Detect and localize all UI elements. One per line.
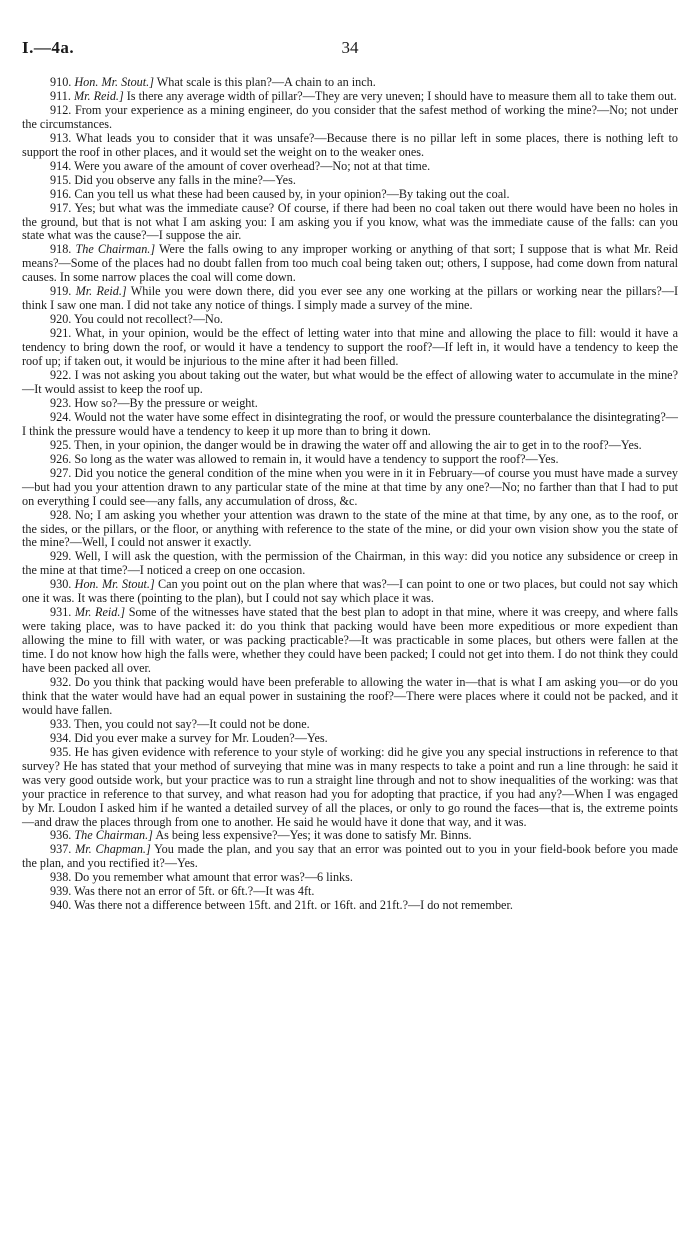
- testimony-paragraph: [22, 676, 678, 718]
- question-number: 917.: [50, 200, 72, 215]
- testimony-paragraph: [22, 202, 678, 244]
- question-number: 926.: [50, 451, 72, 466]
- question-number: 923.: [50, 395, 72, 410]
- testimony-paragraph: [22, 104, 678, 132]
- testimony-paragraph: [22, 885, 678, 899]
- question-number: 933.: [50, 716, 72, 731]
- testimony-text: Do you think that packing would have been preferable to allowing the water in—that is what I am asking you—or do you think that the water would have had an equal power in sustaining the roof?—There were places where it could not be packed, and it would have fallen.: [22, 674, 678, 717]
- question-number: 931.: [50, 605, 72, 620]
- testimony-text: He has given evidence with reference to your style of working: did he give you any special instructions in reference to that survey? He has stated that your method of surveying that mine was in many respects to take a point and run a line through: he said it was very good outside work, but your practice was to run a straight line through and not to show inequalities of the working: was that your practice in reference to that survey, and what reason had you for adopting that practice, if you had any?—When I was engaged by Mr. Loudon I asked him if he wanted a detailed survey of all the places, or only to go round the faces—that is, the extreme points—and draw the places through from one to another. He said he would have it done that way, and it was.: [22, 744, 678, 829]
- page-number: 34: [341, 38, 359, 57]
- question-number: 916.: [50, 186, 72, 201]
- question-number: 938.: [50, 870, 72, 885]
- testimony-paragraph: [22, 313, 678, 327]
- testimony-paragraph: [22, 578, 678, 606]
- question-number: 922.: [50, 368, 72, 383]
- testimony-paragraph: [22, 397, 678, 411]
- question-number: 910.: [50, 75, 72, 89]
- testimony-text: Did you ever make a survey for Mr. Louden?—Yes.: [74, 730, 328, 745]
- testimony-text: While you were down there, did you ever see any one working at the pillars or working near the pillars?—I think I saw one man. I did not take any notice of things. I simply made a survey of the mine.: [22, 284, 679, 313]
- question-number: 927.: [50, 465, 72, 480]
- testimony-paragraph: [22, 369, 678, 397]
- testimony-text: Some of the witnesses have stated that the best plan to adopt in that mine, where it was creepy, and where falls were taking place, was to have packed it: do you think that packing would have been more expeditious or more expedient than allowing the mine to fill with water, or was packing practicable?—It was practicable in some places, but others were fallen at the time. I do not know how high the falls were, whether they could have been packed; I could not get into them. I do not think they could have been packed all over.: [22, 605, 679, 676]
- testimony-text: You made the plan, and you say that an error was pointed out to you in your field-book before you made the plan, and you rectified it?—Yes.: [22, 842, 679, 871]
- question-number: 915.: [50, 172, 72, 187]
- testimony-paragraph: [22, 132, 678, 160]
- question-number: 934.: [50, 730, 72, 745]
- testimony-text: Do you remember what amount that error was?—6 links.: [74, 870, 353, 885]
- question-number: 928.: [50, 507, 72, 522]
- question-number: 932.: [50, 674, 72, 689]
- testimony-paragraph: [22, 718, 678, 732]
- question-number: 911.: [50, 88, 71, 103]
- question-number: 937.: [50, 842, 72, 857]
- testimony-paragraph: [22, 174, 678, 188]
- testimony-paragraph: [22, 899, 678, 913]
- testimony-text: Were the falls owing to any improper working or anything of that sort; I suppose that is what Mr. Reid means?—Some of the places had no doubt fallen from too much coal being taken out; others, I suppose, had come down from natural causes. In some narrow places the coal will come down.: [22, 242, 679, 285]
- question-number: 912.: [50, 102, 72, 117]
- testimony-paragraph: [22, 509, 678, 551]
- testimony-text: Then, in your opinion, the danger would be in drawing the water off and allowing the air to get in to the roof?—Yes.: [74, 437, 642, 452]
- question-number: 914.: [50, 158, 72, 173]
- speaker-label: Hon. Mr. Stout.]: [74, 577, 155, 592]
- testimony-text: Can you tell us what these had been caused by, in your opinion?—By taking out the coal.: [74, 186, 510, 201]
- speaker-label: Mr. Reid.]: [73, 88, 124, 103]
- testimony-text: Then, you could not say?—It could not be done.: [74, 716, 310, 731]
- speaker-label: The Chairman.]: [74, 828, 153, 843]
- testimony-body: [22, 76, 678, 913]
- testimony-text: Was there not a difference between 15ft. and 21ft. or 16ft. and 21ft.?—I do not remember.: [74, 898, 513, 913]
- question-number: 921.: [50, 326, 72, 341]
- testimony-paragraph: [22, 732, 678, 746]
- testimony-paragraph: [22, 243, 678, 285]
- question-number: 930.: [50, 577, 72, 592]
- testimony-paragraph: [22, 439, 678, 453]
- testimony-paragraph: [22, 90, 678, 104]
- speaker-label: Mr. Reid.]: [75, 284, 127, 299]
- testimony-paragraph: [22, 467, 678, 509]
- question-number: 935.: [50, 744, 72, 759]
- testimony-paragraph: [22, 76, 678, 90]
- testimony-text: Were you aware of the amount of cover overhead?—No; not at that time.: [74, 158, 431, 173]
- page-header: [22, 38, 678, 66]
- testimony-paragraph: [22, 160, 678, 174]
- testimony-text: Did you observe any falls in the mine?—Yes.: [74, 172, 296, 187]
- testimony-paragraph: [22, 871, 678, 885]
- testimony-paragraph: [22, 606, 678, 676]
- testimony-text: What, in your opinion, would be the effect of letting water into that mine and allowing the place to fill: would it have a tendency to bring down the roof, or would it have a tendency to support the roof?—If left in, it would have a tendency to keep the roof up; if taken out, it would be injurious to the mine after it had been filled.: [22, 326, 678, 369]
- testimony-paragraph: [22, 843, 678, 871]
- testimony-text: I was not asking you about taking out the water, but what would be the effect of allowing water to accumulate in the mine?—It would assist to keep the roof up.: [22, 368, 679, 396]
- testimony-text: No; I am asking you whether your attention was drawn to the state of the mine at that time, by any one, as to the roof, or the sides, or the pillars, or the floor, or anything with reference to the state of the mine, or did your own vision show you the state of the mine?—Well, I could not answer it exactly.: [22, 507, 679, 550]
- speaker-label: Hon. Mr. Stout.]: [74, 75, 154, 89]
- question-number: 918.: [50, 242, 72, 257]
- testimony-paragraph: [22, 453, 678, 467]
- testimony-text: Can you point out on the plan where that was?—I can point to one or two places, but could not say which one it was. It was there (pointing to the plan), but I could not say which place it was.: [22, 577, 678, 606]
- testimony-paragraph: [22, 327, 678, 369]
- testimony-paragraph: [22, 411, 678, 439]
- testimony-paragraph: [22, 188, 678, 202]
- testimony-text: What scale is this plan?—A chain to an inch.: [156, 75, 376, 89]
- testimony-paragraph: [22, 746, 678, 830]
- question-number: 920.: [50, 312, 72, 327]
- testimony-text: Did you notice the general condition of the mine when you were in it in February—of course you must have made a survey—but had you your attention drawn to any particular state of the mine at that time by any one?—No; no farther than that I had to put on everything I could see—any falls, any accumulation of dross, &c.: [22, 465, 679, 508]
- testimony-paragraph: [22, 829, 678, 843]
- speaker-label: Mr. Reid.]: [74, 605, 126, 620]
- question-number: 913.: [50, 130, 72, 145]
- question-number: 925.: [50, 437, 72, 452]
- testimony-text: Is there any average width of pillar?—They are very uneven; I should have to measure them all to take them out.: [126, 88, 677, 103]
- testimony-text: Would not the water have some effect in disintegrating the roof, or would the pressure counterbalance the disintegrating?—I think the pressure would have a tendency to keep it up more than to bring it down.: [22, 409, 678, 438]
- question-number: 936.: [50, 828, 72, 843]
- question-number: 940.: [50, 898, 72, 913]
- speaker-label: The Chairman.]: [75, 242, 156, 257]
- paper-reference: I.—4a.: [22, 38, 75, 57]
- speaker-label: Mr. Chapman.]: [75, 842, 151, 857]
- testimony-text: Was there not an error of 5ft. or 6ft.?—It was 4ft.: [74, 884, 315, 899]
- testimony-text: How so?—By the pressure or weight.: [74, 395, 258, 410]
- question-number: 924.: [50, 409, 72, 424]
- question-number: 919.: [50, 284, 72, 299]
- testimony-text: Yes; but what was the immediate cause? Of course, if there had been no coal taken out there would have been no holes in the ground, but that is not what I am asking you: I am asking you if you know, what was the immediate cause of the falls: can you state what was the cause?—I suppose the air.: [22, 200, 678, 243]
- testimony-paragraph: [22, 285, 678, 313]
- testimony-text: What leads you to consider that it was unsafe?—Because there is no pillar left in some places, there is nothing left to support the roof in other places, and it would set the weight on to the weaker ones.: [22, 130, 679, 159]
- testimony-text: As being less expensive?—Yes; it was done to satisfy Mr. Binns.: [155, 828, 472, 843]
- testimony-text: You could not recollect?—No.: [73, 312, 223, 327]
- testimony-text: From your experience as a mining engineer, do you consider that the safest method of working the mine?—No; not under the circumstances.: [22, 102, 679, 131]
- testimony-text: Well, I will ask the question, with the permission of the Chairman, in this way: did you notice any subsidence or creep in the mine at that time?—I noticed a creep on one occasion.: [22, 549, 678, 578]
- testimony-text: So long as the water was allowed to remain in, it would have a tendency to support the roof?—Yes.: [74, 451, 559, 466]
- question-number: 929.: [50, 549, 72, 564]
- testimony-paragraph: [22, 550, 678, 578]
- question-number: 939.: [50, 884, 72, 899]
